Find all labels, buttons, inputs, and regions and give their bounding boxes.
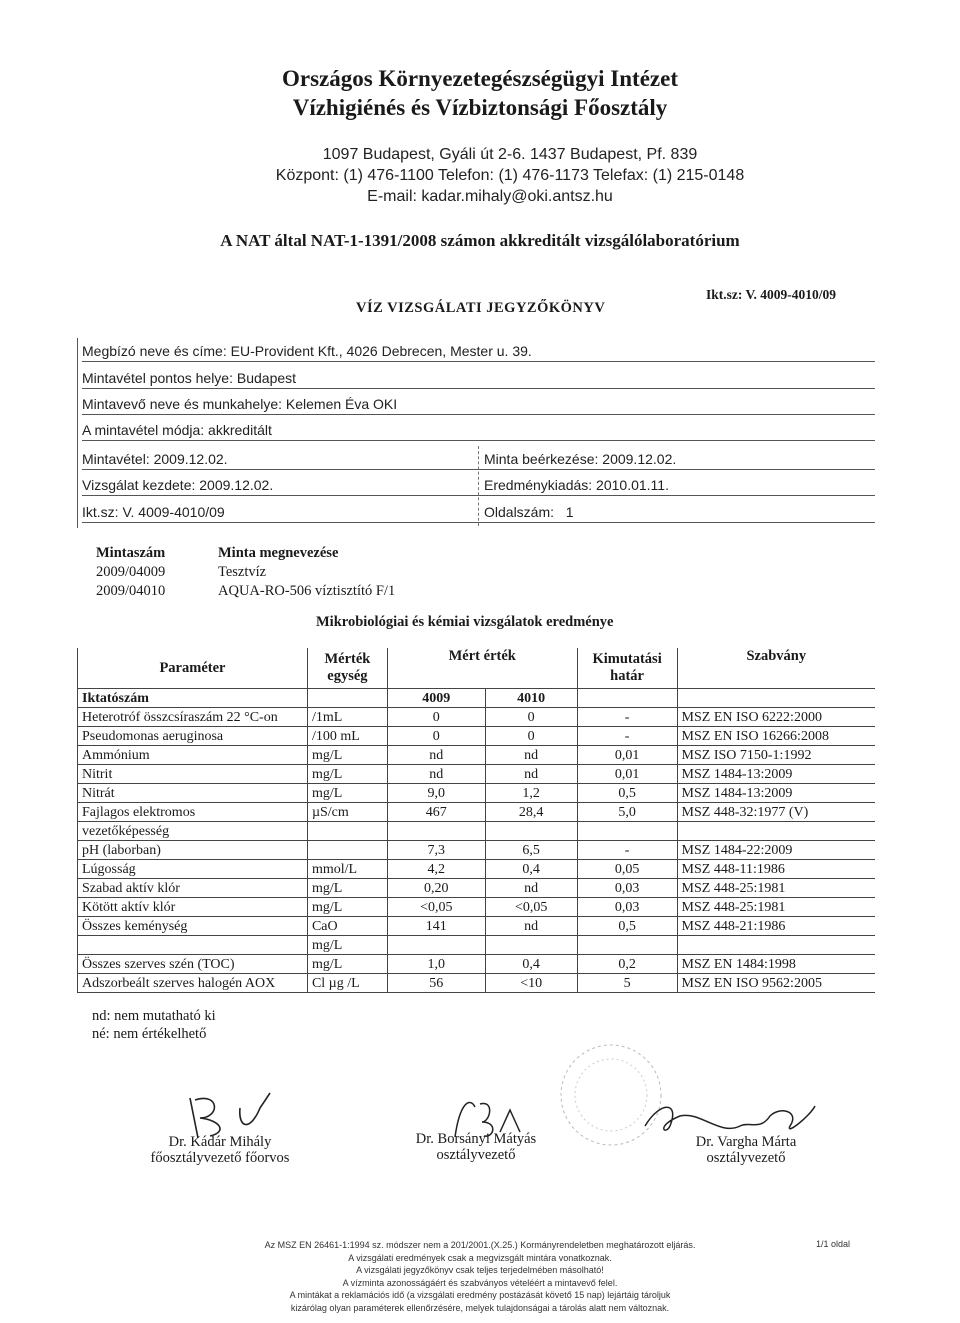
limit-cell: 0,01 xyxy=(577,746,677,765)
unit-cell: mmol/L xyxy=(307,860,387,879)
footer-line: A mintákat a reklamációs idő (a vizsgálati eredmény postázását követő 15 nap) lejártáig tároljuk xyxy=(289,1290,671,1300)
unit-cell: Cl µg /L xyxy=(307,974,387,993)
standard-cell: MSZ 1484-13:2009 xyxy=(677,784,875,803)
phone-line: Központ: (1) 476-1100 Telefon: (1) 476-1173 Telefax: (1) 215-0148 xyxy=(275,167,745,184)
signatory-title: osztályvezető xyxy=(436,1147,516,1163)
value-header: Mért érték xyxy=(387,648,577,689)
value2-cell: 0 xyxy=(485,708,577,727)
id-row-label: Iktatószám xyxy=(78,689,308,708)
arrival-date-field: Minta beérkezése: 2009.12.02. xyxy=(484,451,677,467)
value2-cell: 28,4 xyxy=(485,803,577,822)
test-start-field: Vizsgálat kezdete: 2009.12.02. xyxy=(82,477,875,496)
unit-cell: /100 mL xyxy=(307,727,387,746)
sample-name: Tesztvíz xyxy=(218,564,267,580)
table-row xyxy=(78,917,876,936)
value1-cell: 0 xyxy=(387,727,485,746)
value1-cell: nd xyxy=(387,746,485,765)
table-cell xyxy=(577,689,677,708)
method-field: A mintavétel módja: akkreditált xyxy=(82,422,875,441)
signatory-title: osztályvezető xyxy=(706,1150,786,1166)
value2-cell: nd xyxy=(485,917,577,936)
unit-cell: mg/L xyxy=(307,765,387,784)
table-row xyxy=(78,708,876,727)
standard-cell: MSZ 1484-13:2009 xyxy=(677,765,875,784)
address-line: 1097 Budapest, Gyáli út 2-6. 1437 Budapest, Pf. 839 xyxy=(322,146,698,163)
unit-cell: mg/L xyxy=(307,936,387,955)
sample-id: 2009/04010 xyxy=(96,583,166,599)
sample-name: AQUA-RO-506 víztisztító F/1 xyxy=(218,583,396,599)
param-cell xyxy=(78,936,308,955)
limit-cell: 0,5 xyxy=(577,917,677,936)
param-cell: Fajlagos elektromos xyxy=(78,803,308,822)
value1-cell: 0 xyxy=(387,708,485,727)
value2-cell: <0,05 xyxy=(485,898,577,917)
limit-cell: 0,03 xyxy=(577,898,677,917)
footer-line: A vizsgálati jegyzőkönyv csak teljes terjedelmében másolható! xyxy=(356,1265,604,1275)
limit-cell xyxy=(577,936,677,955)
param-cell: Kötött aktív klór xyxy=(78,898,308,917)
value2-cell: 0 xyxy=(485,727,577,746)
sample-id-header: Mintaszám xyxy=(96,545,166,561)
unit-cell: mg/L xyxy=(307,879,387,898)
value2-cell: <10 xyxy=(485,974,577,993)
footer-line: kizárólag olyan paraméterek ellenőrzésére, melyek tulajdonságai a tárolás alatt nem változnak. xyxy=(290,1302,670,1313)
value2-cell xyxy=(485,936,577,955)
standard-cell: MSZ 448-21:1986 xyxy=(677,917,875,936)
param-cell: Összes keménység xyxy=(78,917,308,936)
limit-cell: 5 xyxy=(577,974,677,993)
signatory-name: Dr. Borsányi Mátyás xyxy=(415,1131,537,1147)
standard-cell: MSZ 448-32:1977 (V) xyxy=(677,803,875,822)
value1-cell: <0,05 xyxy=(387,898,485,917)
standard-header: Szabvány xyxy=(677,648,875,689)
value2-cell: nd xyxy=(485,746,577,765)
report-ref-top: Ikt.sz: V. 4009-4010/09 xyxy=(706,287,837,302)
value1-cell: 467 xyxy=(387,803,485,822)
table-row xyxy=(78,784,876,803)
sample1-id: 4009 xyxy=(387,689,485,708)
table-row xyxy=(78,936,876,955)
footer-line: A vizsgálati eredmények csak a megvizsgált mintára vonatkoznak. xyxy=(348,1252,612,1263)
param-cell: Nitrit xyxy=(78,765,308,784)
standard-cell: MSZ 1484-22:2009 xyxy=(677,841,875,860)
standard-cell: MSZ EN 1484:1998 xyxy=(677,955,875,974)
param-cell: Adszorbeált szerves halogén AOX xyxy=(78,974,308,993)
param-cell: Lúgosság xyxy=(78,860,308,879)
unit-cell: mg/L xyxy=(307,898,387,917)
table-row xyxy=(78,727,876,746)
value1-cell: 9,0 xyxy=(387,784,485,803)
location-field: Mintavétel pontos helye: Budapest xyxy=(82,370,875,389)
table-row xyxy=(78,689,876,708)
department-name: Vízhigiénés és Vízbiztonsági Főosztály xyxy=(292,95,668,120)
standard-cell: MSZ EN ISO 6222:2000 xyxy=(677,708,875,727)
value2-cell: 6,5 xyxy=(485,841,577,860)
param-cell: pH (laborban) xyxy=(78,841,308,860)
table-row xyxy=(78,803,876,822)
table-row xyxy=(78,746,876,765)
unit-cell: mg/L xyxy=(307,955,387,974)
footer-line: Az MSZ EN 26461-1:1994 sz. módszer nem a 201/2001.(X.25.) Kormányrendeletben meghatározott eljárás. xyxy=(264,1240,696,1250)
client-field: Megbízó neve és címe: EU-Provident Kft., 4026 Debrecen, Mester u. 39. xyxy=(82,343,875,362)
footer-line: A vízminta azonosságáért és szabványos vételéért a mintavevő felel. xyxy=(342,1277,618,1288)
value1-cell: 0,20 xyxy=(387,879,485,898)
table-row xyxy=(78,898,876,917)
table-row xyxy=(78,765,876,784)
results-body xyxy=(78,708,876,993)
standard-cell: MSZ EN ISO 9562:2005 xyxy=(677,974,875,993)
param-cell: Ammónium xyxy=(78,746,308,765)
sample2-id: 4010 xyxy=(485,689,577,708)
limit-cell: 0,03 xyxy=(577,879,677,898)
standard-cell: MSZ EN ISO 16266:2008 xyxy=(677,727,875,746)
value2-cell: 0,4 xyxy=(485,860,577,879)
value2-cell: 1,2 xyxy=(485,784,577,803)
param-cell: Szabad aktív klór xyxy=(78,879,308,898)
signatory-name: Dr. Kádár Mihály xyxy=(168,1134,272,1150)
unit-header: Mérték egység xyxy=(307,648,387,689)
value2-cell: nd xyxy=(485,879,577,898)
signatory-title: főosztályvezető főorvos xyxy=(150,1150,290,1166)
footer-page-label: 1/1 oldal xyxy=(816,1239,851,1249)
unit-cell: mg/L xyxy=(307,746,387,765)
footer-notes xyxy=(180,1239,780,1314)
unit-cell: /1mL xyxy=(307,708,387,727)
value2-cell: nd xyxy=(485,765,577,784)
org-name: Országos Környezetegészségügyi Intézet xyxy=(282,66,678,91)
param-cell: Heterotróf összcsíraszám 22 °C-on xyxy=(78,708,308,727)
limit-cell: 0,01 xyxy=(577,765,677,784)
signatory-name: Dr. Vargha Márta xyxy=(695,1134,797,1150)
limit-cell: 0,05 xyxy=(577,860,677,879)
table-row xyxy=(78,841,876,860)
value1-cell xyxy=(387,936,485,955)
page-number-field: Oldalszám: 1 xyxy=(484,504,574,520)
value2-cell: 0,4 xyxy=(485,955,577,974)
limit-cell: 5,0 xyxy=(577,803,677,822)
table-row xyxy=(78,822,876,841)
param-cell: Nitrát xyxy=(78,784,308,803)
unit-cell: µS/cm xyxy=(307,803,387,822)
sample-name-header: Minta megnevezése xyxy=(218,545,339,561)
table-row xyxy=(78,860,876,879)
value1-cell: 4,2 xyxy=(387,860,485,879)
note-ne: né: nem értékelhető xyxy=(92,1026,207,1042)
param-header: Paraméter xyxy=(78,648,308,689)
table-row xyxy=(78,955,876,974)
value1-cell xyxy=(387,822,485,841)
table-cell xyxy=(677,689,875,708)
fields-divider xyxy=(478,446,480,526)
unit-cell: CaO xyxy=(307,917,387,936)
standard-cell: MSZ ISO 7150-1:1992 xyxy=(677,746,875,765)
report-title: VÍZ VIZSGÁLATI JEGYZŐKÖNYV xyxy=(356,300,606,316)
value1-cell: 56 xyxy=(387,974,485,993)
value1-cell: 1,0 xyxy=(387,955,485,974)
standard-cell xyxy=(677,936,875,955)
note-nd: nd: nem mutatható ki xyxy=(92,1008,216,1024)
value1-cell: 7,3 xyxy=(387,841,485,860)
unit-cell xyxy=(307,841,387,860)
param-cell: Összes szerves szén (TOC) xyxy=(78,955,308,974)
results-title: Mikrobiológiai és kémiai vizsgálatok eredménye xyxy=(316,614,614,630)
limit-header: Kimutatási határ xyxy=(577,648,677,689)
sampler-field: Mintavevő neve és munkahelye: Kelemen Éva OKI xyxy=(82,396,875,415)
table-row xyxy=(78,879,876,898)
table-cell xyxy=(307,689,387,708)
limit-cell xyxy=(577,822,677,841)
limit-cell: - xyxy=(577,708,677,727)
value2-cell xyxy=(485,822,577,841)
table-header-row xyxy=(78,648,876,689)
unit-cell xyxy=(307,822,387,841)
email-line: E-mail: kadar.mihaly@oki.antsz.hu xyxy=(367,188,613,205)
result-date-field: Eredménykiadás: 2010.01.11. xyxy=(484,477,669,493)
limit-cell: - xyxy=(577,841,677,860)
standard-cell xyxy=(677,822,875,841)
value1-cell: 141 xyxy=(387,917,485,936)
value1-cell: nd xyxy=(387,765,485,784)
limit-cell: 0,5 xyxy=(577,784,677,803)
param-cell: vezetőképesség xyxy=(78,822,308,841)
standard-cell: MSZ 448-11:1986 xyxy=(677,860,875,879)
limit-cell: - xyxy=(577,727,677,746)
sample-id: 2009/04009 xyxy=(96,564,166,580)
ref-field: Ikt.sz: V. 4009-4010/09 xyxy=(82,504,875,523)
limit-cell: 0,2 xyxy=(577,955,677,974)
sampling-date-field: Mintavétel: 2009.12.02. xyxy=(82,451,875,470)
results-table xyxy=(77,648,875,993)
accreditation-line: A NAT által NAT-1-1391/2008 számon akkreditált vizsgálólaboratórium xyxy=(220,231,740,250)
unit-cell: mg/L xyxy=(307,784,387,803)
standard-cell: MSZ 448-25:1981 xyxy=(677,879,875,898)
standard-cell: MSZ 448-25:1981 xyxy=(677,898,875,917)
param-cell: Pseudomonas aeruginosa xyxy=(78,727,308,746)
table-row xyxy=(78,974,876,993)
